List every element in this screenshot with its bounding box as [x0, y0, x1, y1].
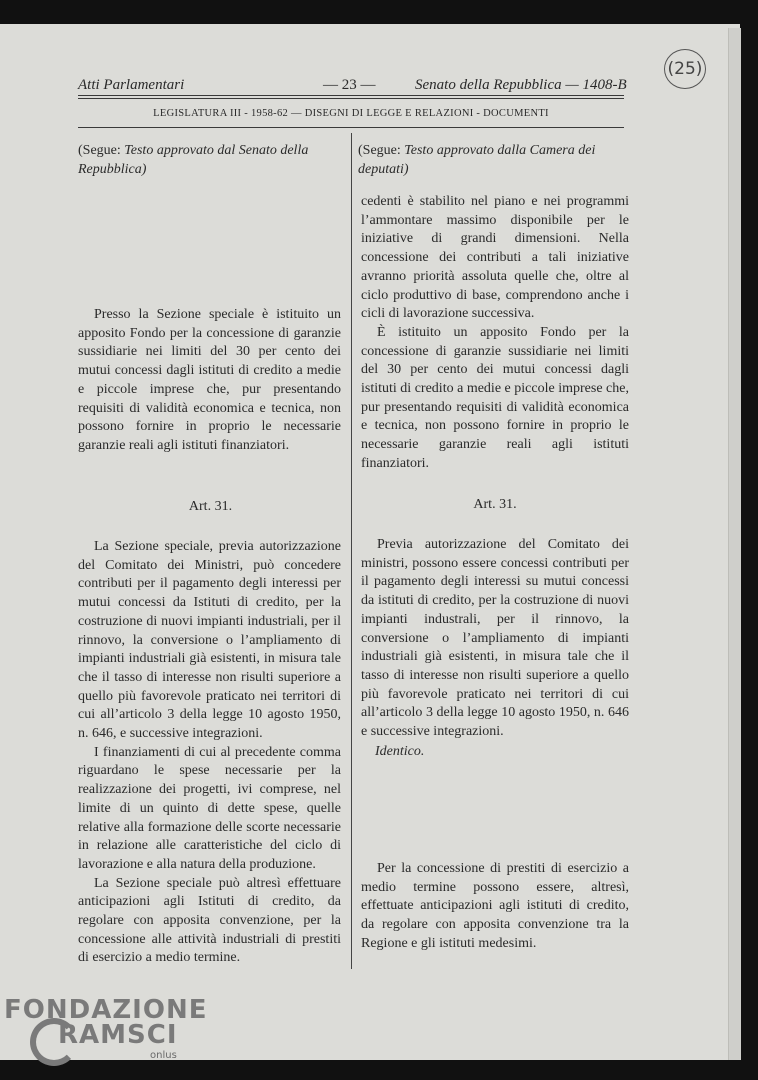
left-heading-label: (Segue: — [78, 143, 121, 158]
left-art-p1: La Sezione speciale, previa autorizzazione del Comitato dei Ministri, può concedere contributi per il pagamento degli interessi per mutui concessi da Istituti di credito, per la costruzione di nuovi impianti industriali, per il rinnovo, la conversione o l’ampliamento di impianti industriali già esistenti, in misura tale che il tasso di interesse non risulti superiore a quello più favorevole praticato nei territori di cui all’articolo 3 della legge 10 agosto 1950, n. 646, e successive integrazioni. — [78, 539, 341, 742]
identico-note: Identico. — [375, 744, 425, 759]
subheader-rule — [78, 127, 624, 128]
left-para1: Presso la Sezione speciale è istituito un apposito Fondo per la concessione di garanzie sussidiarie nei limiti del 30 per cento dei mutui concessi dagli istituti di credito a medie e piccole imprese che, pur presentando requisiti di validità economica e tecnica, non possono fornire in proprio le necessarie garanzie reali agli istituti finanziatori. — [78, 307, 341, 453]
legislature-subheader: LEGISLATURA III - 1958-62 — DISEGNI DI LEGGE E RELAZIONI - DOCUMENTI — [153, 108, 549, 119]
header-left: Atti Parlamentari — [78, 77, 185, 93]
left-column-heading — [78, 141, 343, 179]
right-heading-label: (Segue: — [358, 143, 401, 158]
header-rule-top — [78, 95, 624, 96]
right-para1: cedenti è stabilito nel piano e nei programmi l’ammontare massimo disponibile per le iniziative di grandi dimensioni. Nella concessione dei contributi a tali iniziative avranno priorità assoluta quelle che, oltre al ciclo produttivo di base, comprendono anche i cicli di lavorazione successiva. — [361, 194, 629, 322]
page-edge — [728, 28, 741, 1060]
page-number: — 23 — — [323, 77, 376, 93]
right-art-p1: Previa autorizzazione del Comitato dei ministri, possono essere concessi contributi per il pagamento degli interessi su mutui concessi da istituti di credito, per la costruzione di nuovi impianti industrali, per il rinnovo, la conversione o l’ampliamento di impianti industriali già esistenti, in misura tale che il tasso di interesse non risulti superiore a quello più favorevole praticato nei territori di cui all’articolo 3 della legge 10 agosto 1950, n. 646 e successive integrazioni. — [361, 537, 629, 740]
left-art-31-body — [78, 538, 341, 968]
left-art-p3: La Sezione speciale può altresì effettuare anticipazioni agli Istituti di credito, da regolare con apposita convenzione, per la concessione alle attività industriali di prestiti di esercizio a medio termine. — [78, 875, 341, 966]
left-art-p2: I finanziamenti di cui al precedente comma riguardano le spese necessarie per la realizzazione dei progetti, ivi comprese, nel limite di un quinto di dette spese, quelle relative alla formazione delle scorte necessarie in relazione alle caratteristiche del ciclo di lavorazione e alla natura della produzione. — [78, 744, 341, 872]
left-art-31-title: Art. 31. — [188, 499, 233, 514]
left-heading-title: Testo approvato dal Senato della Repubblica) — [78, 143, 309, 177]
header-rule-double — [78, 98, 624, 99]
right-para2: È istituito un apposito Fondo per la concessione di garanzie sussidiarie nei limiti del 30 per cento dei mutui concessi dagli istituti di credito a medie e piccole imprese che, pur presentando requisiti di validità economica e tecnica, non possono fornire in proprio le necessarie garanzie reali agli istituti finanziatori. — [361, 324, 629, 471]
header-right: Senato della Repubblica — 1408-B — [415, 77, 627, 93]
watermark-line1: FONDAZIONE — [4, 995, 208, 1025]
right-heading-title: Testo approvato dalla Camera dei deputati) — [358, 143, 596, 177]
right-art-31-last — [361, 860, 629, 954]
right-art-31-body — [361, 536, 629, 742]
archive-stamp: (25) — [664, 49, 706, 89]
right-column-heading — [358, 141, 632, 179]
watermark-line2: RAMSCI — [58, 1020, 178, 1050]
watermark-suffix: onlus — [150, 1050, 177, 1061]
left-fondo-paragraph — [78, 306, 341, 456]
right-continuation-block — [361, 193, 629, 474]
column-divider — [351, 133, 352, 969]
right-art-p3: Per la concessione di prestiti di esercizio a medio termine possono essere, altresì, effettuate anticipazioni agli istituti di credito, da regolare con apposita convenzione tra la Regione e gli istituti medesimi. — [361, 861, 629, 951]
right-art-31-title: Art. 31. — [473, 497, 517, 512]
